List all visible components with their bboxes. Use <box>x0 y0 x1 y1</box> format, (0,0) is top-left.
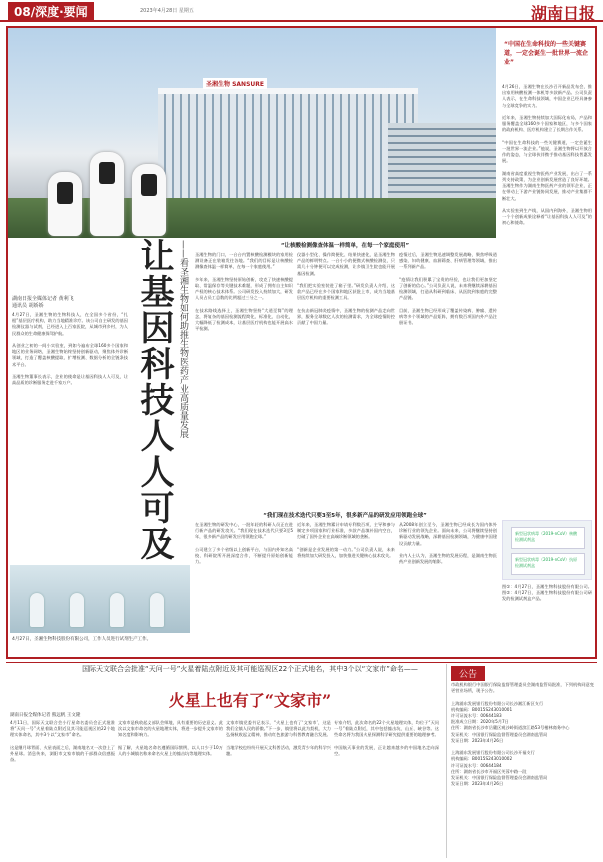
article-title: 火星上也有了“文家市” <box>168 691 332 710</box>
notice-title: 公告 <box>451 666 485 681</box>
article-column: 仪器小型化、操作简便化、结果快速化，是圣湘生物产品的鲜明特点。一台小小的便携式核酸检测仪，只需几十分钟便可以完成检测，让乡镇卫生院也能开展基因检测。 “我们把实验室装进了箱子里。”研发负责人介绍，这款产品已经在多个国家和地区获批上市，成为当地基层医疗机构的重要检测工具。 在抗击新冠肺炎疫情中，圣湘生物的检测产品走向世界，服务全球数亿人次的检测需求，为全球疫情防控贡献了中国力量。 <box>297 252 395 326</box>
article-column: 从2008年创立至今，圣湘生物已经成长为国内体外诊断行业的领先企业。面向未来，公司将继续坚持创新驱动发展战略，深耕基因检测领域，为健康中国建设贡献力量。 业内人士认为，圣湘生物的发展历程，是湖南生物医药产业创新发展的缩影。 <box>399 522 497 565</box>
newspaper-logo: 湖南日报 <box>530 4 595 23</box>
article-column: 疫情过后，圣湘生物迅速调整发展战略，聚焦呼吸道感染、妇幼健康、血源筛查、肝病管理等领域，推出一系列新产品。 “疫情让我们积累了宝贵的经验，也让我们更加坚定了创新的信心。”公司负责人说，未来将继续深耕基因检测领域，打造从科研到临床、从医院到家庭的完整产品链。 目前，圣湘生物已经形成了覆盖传染病、肿瘤、遗传病等多个领域的产品矩阵，拥有数百项国内外产品注册证书。 <box>399 252 497 326</box>
photo-caption: 图①：4月27日，圣湘生物科技股份有限公司。图②：4月27日，圣湘生物科技股份有限公司研发的检测试剂盒产品。 <box>502 584 592 602</box>
article-column: 圣湘生物的门口，一台台内置核酸检测模块的家用检测设备正在装箱发往各地。“我们的目标是让核酸检测像查体温一样简单，在每一个家庭使用。” 多年来，圣湘生物坚持原始创新，攻克了快速核酸提取、常温保存等关键技术难题，形成了拥有自主知识产权的核心技术体系。公司研发投入持续加大，研发人员占员工总数的比例超过三分之一。 在技术路线选择上，圣湘生物坚持“大道至简”的理念，将复杂的基因检测流程简化、标准化、自动化，大幅降低了检测成本，让基层医疗机构也能开展高水平检测。 <box>195 252 293 332</box>
lab-worker <box>70 593 84 627</box>
pull-quote: “中国在生命科技的一些关键赛道，一定会诞生一批世界一流企业” <box>504 41 589 66</box>
byline: 湖南日报全媒体记者 熊远帆 王文隆 <box>10 713 81 718</box>
article-column: 4月26日，圣湘生物在长沙召开新品发布会，推出家用核酸检测一体机等多款新产品。公司负责人表示，在生命科技领域，中国企业已经具备参与全球竞争的实力。 近年来，圣湘生物持续加大国际化布局，产品和服务覆盖全球160多个国家和地区，与多个国家的政府机构、医疗机构建立了长期合作关系。 “中国在生命科技的一些关键赛道，一定会诞生一批世界一流企业。”他说，圣湘生物将以开放合作的姿态，与全球伙伴携手推动基因科技普惠发展。 湖南省高度重视生物医药产业发展，出台了一系列支持政策，为企业创新发展营造了良好环境。圣湘生物作为湖南生物医药产业的领军企业，正在带动上下游产业链协同发展，推动产业集群不断壮大。 从实验室到生产线，从国内到海外，圣湘生物用一个个创新成果诠释着“让基因科技人人可及”的初心和使命。 <box>502 84 592 226</box>
article-column: 文家市镇党委书记表示，“火星上也有了‘文家市’，这是我们全镇人民的骄傲。”下一步，镇里将以此为契机，大力弘扬秋收起义精神，推动红色旅游与科普教育融合发展。 当地学校也纷纷开展天文科普活动，激发青少年的科学兴趣。 <box>226 720 331 757</box>
issue-date: 2023年4月28日 星期五 <box>140 8 194 14</box>
article-column: 4月27日，圣湘生物的生物科技人，在全国多个省份，“扎根”基层医疗机构，助力当地精准诊疗。该公司自主研发的基因检测仪器与试剂，已经进入上百家医院，从城市到乡村，为人民群众的生命健康保驾护航。 从创业之初的一间小实验室，到如今遍布全球160多个国家和地区的业务网络，圣湘生物始终坚持创新驱动，聚焦体外诊断领域，打造了覆盖核酸提取、扩增检测、数据分析的全链条技术平台。 圣湘生物董事长表示，企业的使命是让基因科技人人可及，让高品质的诊断服务走进千家万户。 <box>12 312 128 386</box>
photo-caption: 4月27日，圣湘生物科技股份有限公司，工作人员进行试剂生产工作。 <box>12 637 152 642</box>
test-device-icon <box>90 152 124 236</box>
article-column: 文家市是秋收起义部队会师地，具有重要的历史意义。此次以文家市命名的火星地理实体，将进一步提升文家市的知名度和影响力。 据了解，火星地名命名遵循国际惯例，以人口少于10万人的小城镇名称来命名火星上的撞击坑等地理实体。 <box>118 720 223 757</box>
section-subhead: “我们现在技术迭代只要3至5年，很多新产品的研发应用领跑全球” <box>263 513 427 519</box>
page-header <box>0 0 603 22</box>
section-divider <box>6 662 597 663</box>
article-kicker: 国际天文联合会批准“天问一号”火星着陆点附近及其可能巡视区22个正式地名，其中3个以“文家市”命名—— <box>82 665 418 673</box>
article-column: 近年来，圣湘生物累计申请专利数百项，主导和参与制定多项国家和行业标准，多款产品填补国内空白，打破了国外企业在高端诊断领域的垄断。 “创新是企业发展的第一动力。”公司负责人说，未来将持续加大研发投入，加快推进关键核心技术攻关。 <box>297 522 395 559</box>
lab-worker <box>110 593 124 627</box>
test-device-icon <box>132 164 166 236</box>
lab-photo <box>10 565 190 633</box>
building-sign: 圣湘生物 SANSURE <box>203 78 267 89</box>
article-column: 专家介绍，此次命名的22个火星地理实体，均位于“天问一号”着陆点附近，其中包括撞击坑、山丘、峡谷等。这些命名将为我国火星探测科学研究提供重要的地理参考。 中国航天事业的发展，正让越来越多的中国地名走向深空。 <box>334 720 439 757</box>
kit-box: 新型冠状病毒（2019-nCoV）核酸检测试剂盒 <box>511 527 585 549</box>
section-label: 08/深度·要闻 <box>8 2 94 21</box>
main-headline: 让基因科技人人可及 <box>134 238 174 562</box>
section-subhead: “让核酸检测像查体温一样简单，在每一个家庭使用” <box>280 243 410 249</box>
building-photo <box>8 28 496 238</box>
article-column: 在圣湘生物的研发中心，一批年轻的科研人员正在进行新产品的研发攻关。“我们现在技术迭代只要3至5年，很多新产品的研发应用领跑全球。” 公司建立了多个省级以上创新平台，与国内外知名高校、科研院所开展深度合作，不断提升原始创新能力。 <box>195 522 293 565</box>
office-building <box>158 88 418 208</box>
notice-body: 市政机构银行中国银行保险监督管理委员会湖南监管局批准，下列机构同意变更营业场所，现予公告。 上海浦东发展银行股份有限公司长沙湘江新区支行 机构编码：B0015S243010001 许可证流水号：00644183 批准成立日期：2020年5月7日 住所：湖南省长沙市岳麓区观沙岭街道滨江路53号楷林商务中心 发证机关：中国银行保险监督管理委员会湖南监管局 发证日期：2023年4月26日 上海浦东发展银行股份有限公司长沙开福支行 机构编码：B0015S243010002 许可证流水号：00644184 住所：湖南省长沙市开福区芙蓉中路一段 发证机关：中国银行保险监督管理委员会湖南监管局 发证日期：2023年4月26日 <box>451 682 594 787</box>
product-photo <box>502 520 592 580</box>
test-device-icon <box>48 172 82 236</box>
notice-box <box>446 664 597 858</box>
lab-worker <box>30 593 44 627</box>
byline: 湖南日报全媒体记者 黄利飞 通讯员 胡娇娇 <box>12 296 74 309</box>
article-column: 4月11日，国际天文联合会小行星命名委员会正式批准将“天问一号”火星着陆点附近及其可能巡视区的22个地理实体命名，其中3个以“文家市”命名。 这是继月球背面、火星表面之后，湖南地名又一次登上了外星球。消息传来，浏阳市文家市镇的干部群众倍感振奋。 <box>10 720 115 763</box>
lab-worker <box>150 593 164 627</box>
kit-box: 新型冠状病毒（2019-nCoV）抗原检测试剂盒 <box>511 553 585 575</box>
sub-headline: ——看圣湘生物如何助推生物医药产业高质量发展 <box>178 240 188 438</box>
